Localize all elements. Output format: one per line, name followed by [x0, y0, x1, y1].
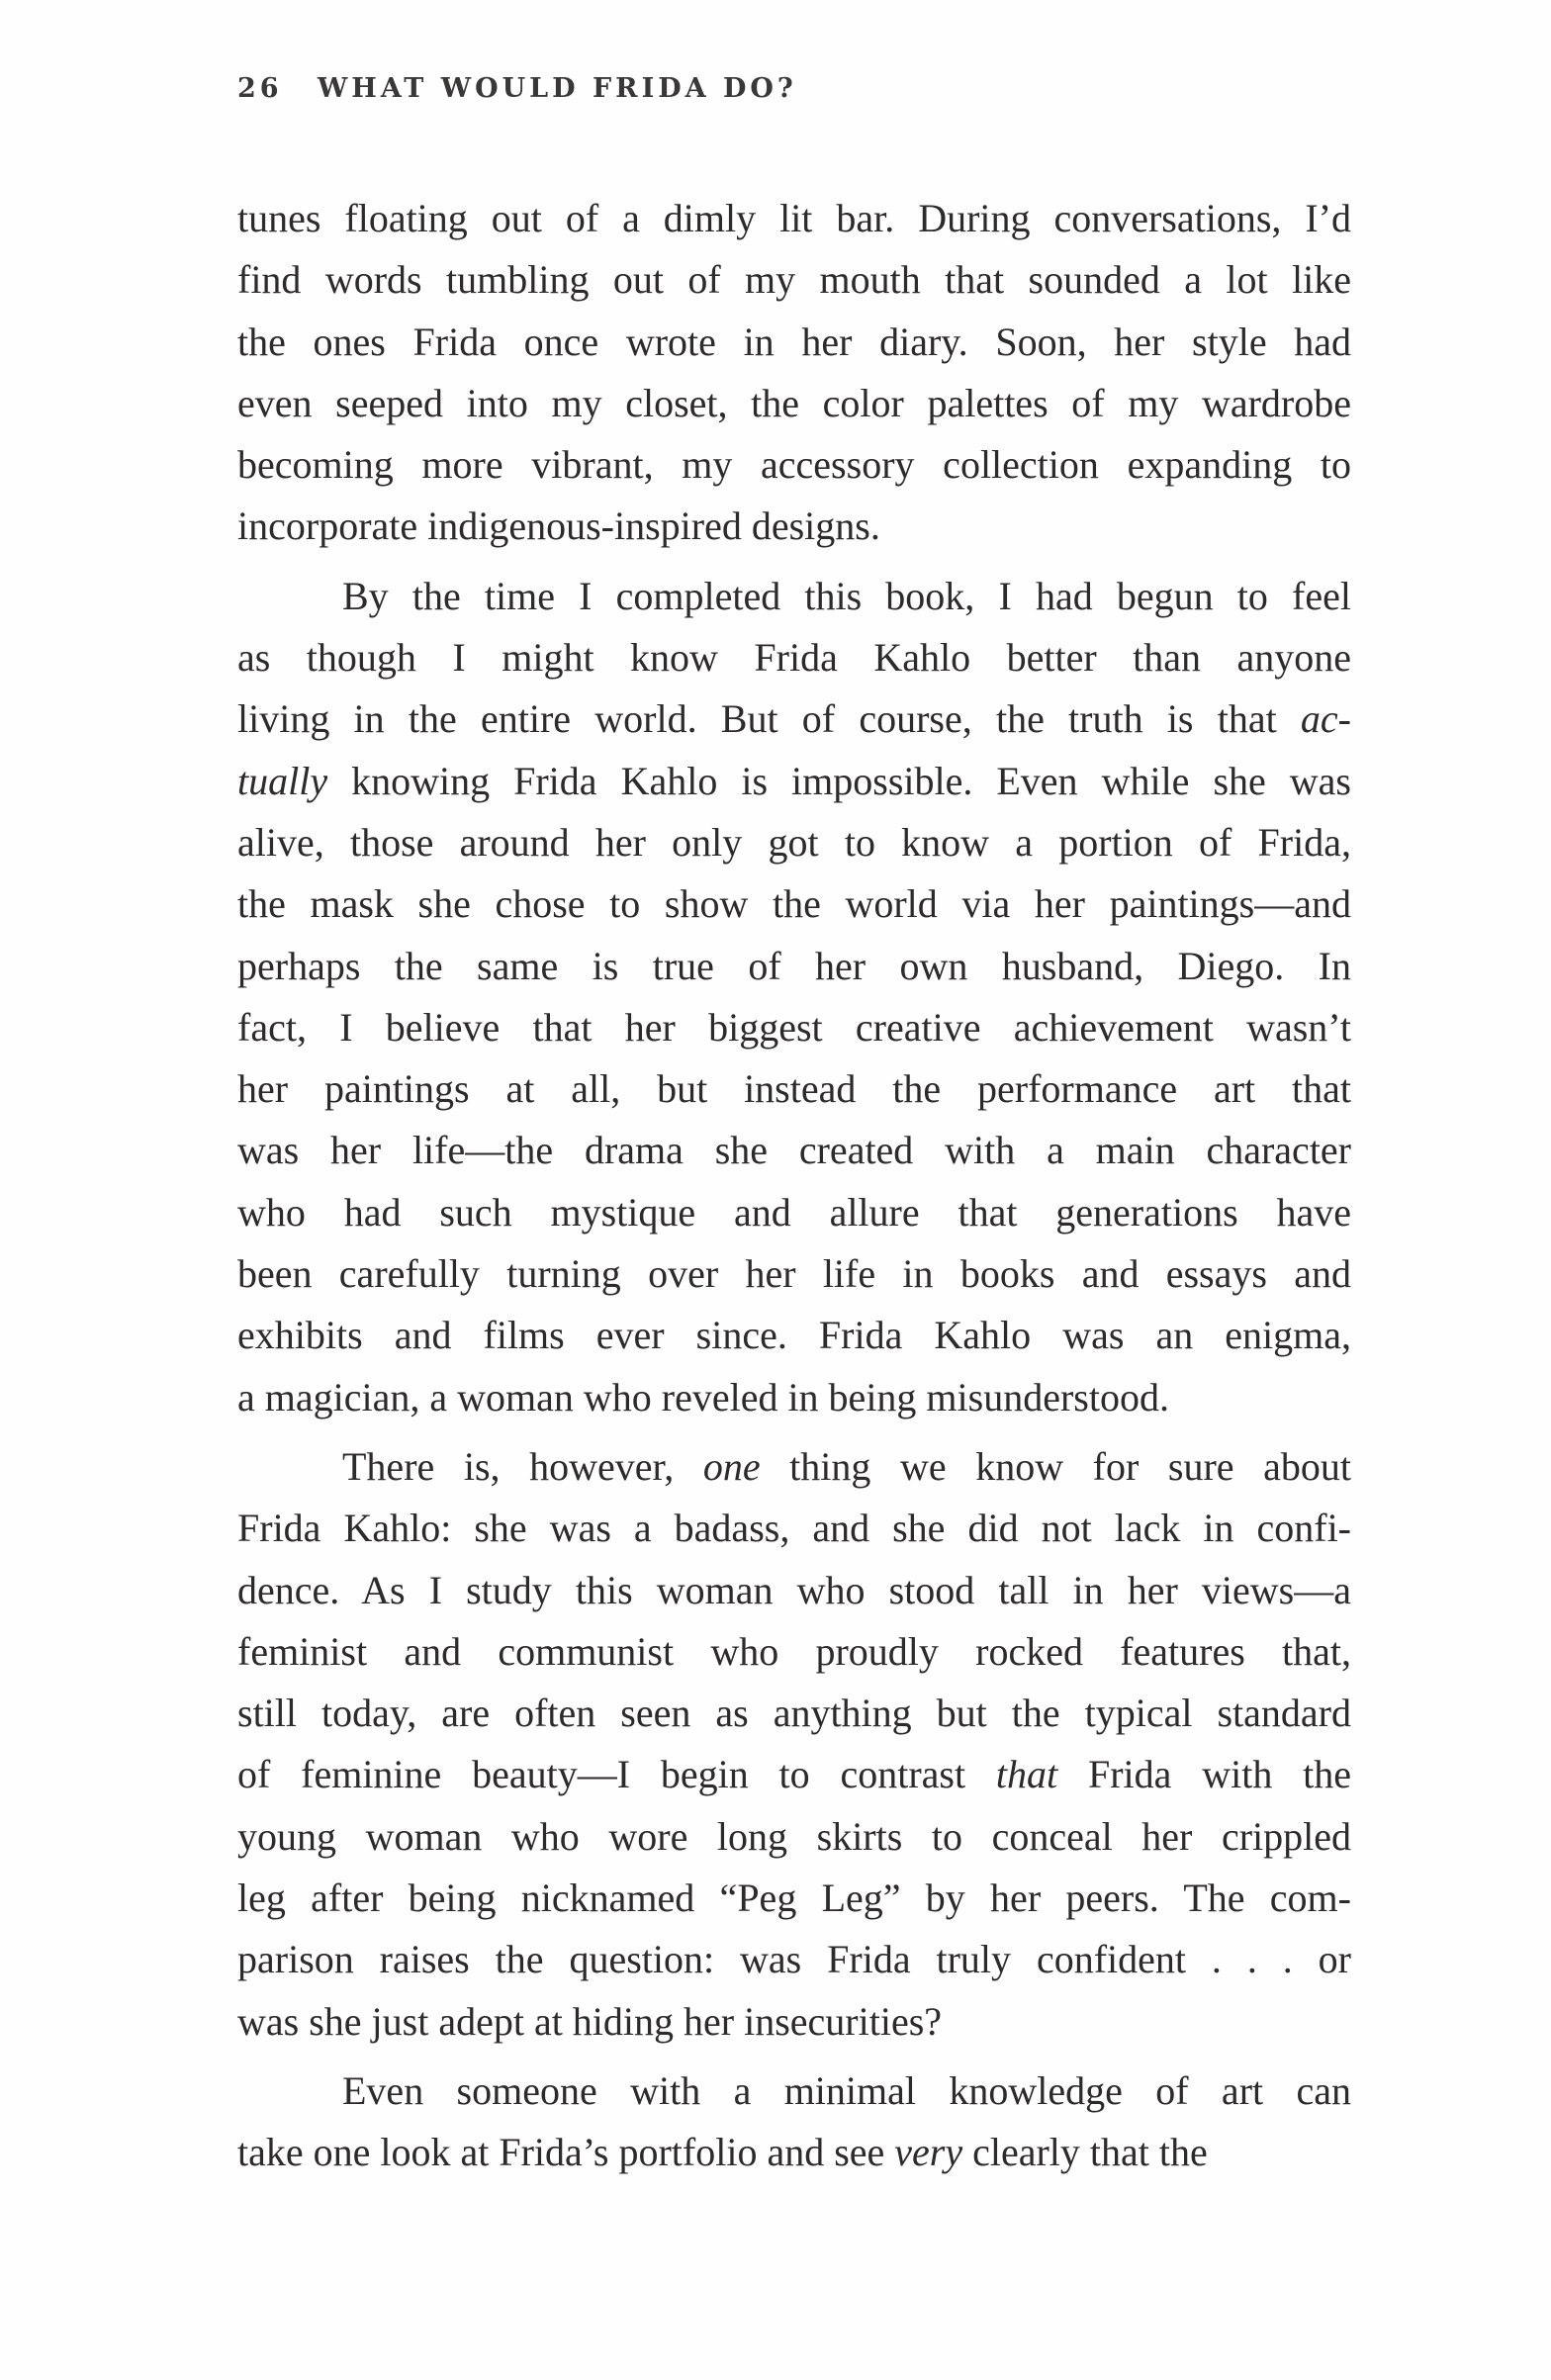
text-run: Frida with the	[1057, 1752, 1351, 1797]
text-line	[237, 2122, 1351, 2183]
text-line	[237, 751, 1351, 812]
text-line	[237, 312, 1351, 373]
text-line	[237, 1305, 1351, 1366]
text-run: Even someone with a minimal knowledge of art can	[342, 2067, 1351, 2113]
text-run: By the time I completed this book, I had begun to feel	[342, 573, 1351, 618]
text-run: thing we know for sure about	[760, 1443, 1351, 1489]
text-line	[237, 1744, 1351, 1805]
text-line	[237, 434, 1351, 496]
text-run: Frida Kahlo: she was a badass, and she did not lack in confi-	[237, 1506, 1351, 1551]
text-run: find words tumbling out of my mouth that sounded a lot like	[237, 257, 1351, 303]
paragraph	[237, 188, 1351, 558]
text-run: take one look at Frida’s portfolio and see	[237, 2130, 895, 2175]
italic-text: tually	[237, 758, 328, 803]
text-run: still today, are often seen as anything but the typical standard	[237, 1691, 1351, 1736]
text-run: of feminine beauty—I begin to contrast	[237, 1752, 996, 1797]
book-title: WHAT WOULD FRIDA DO?	[317, 73, 797, 104]
text-line	[237, 688, 1351, 750]
text-line	[237, 1560, 1351, 1621]
text-line	[237, 1929, 1351, 1990]
text-line	[237, 1182, 1351, 1243]
text-run: dence. As I study this woman who stood tall in her views—a	[237, 1567, 1351, 1612]
text-run: the ones Frida once wrote in her diary. Soon, her style had	[237, 319, 1351, 364]
paragraph	[237, 1436, 1351, 2053]
text-run: fact, I believe that her biggest creative achievement wasn’t	[237, 1004, 1351, 1050]
paragraph	[237, 2060, 1351, 2184]
text-line	[237, 936, 1351, 997]
text-line	[237, 1367, 1351, 1428]
text-line	[237, 373, 1351, 434]
page-number: 26	[237, 73, 283, 104]
text-line	[237, 1120, 1351, 1181]
text-line	[237, 188, 1351, 249]
text-line	[237, 1806, 1351, 1868]
paragraph	[237, 566, 1351, 1428]
text-line	[237, 997, 1351, 1058]
text-run: who had such mystique and allure that generations have	[237, 1189, 1351, 1235]
text-run: parison raises the question: was Frida truly confident . . . or	[237, 1937, 1351, 1982]
text-run: was her life—the drama she created with a main character	[237, 1128, 1351, 1173]
text-run: There is, however,	[342, 1443, 703, 1489]
italic-text: that	[995, 1752, 1058, 1797]
text-run: living in the entire world. But of course, the truth is that	[237, 696, 1301, 742]
text-run: been carefully turning over her life in books and essays and	[237, 1251, 1351, 1297]
text-run: even seeped into my closet, the color palettes of my wardrobe	[237, 380, 1351, 425]
text-line	[237, 2060, 1351, 2122]
text-run: feminist and communist who proudly rocked features that,	[237, 1628, 1351, 1674]
text-run: a magician, a woman who reveled in being misunderstood.	[237, 1374, 1169, 1419]
text-run: as though I might know Frida Kahlo better than anyone	[237, 635, 1351, 681]
text-line	[237, 1683, 1351, 1744]
text-line	[237, 1436, 1351, 1498]
text-line	[237, 1621, 1351, 1683]
text-run: tunes floating out of a dimly lit bar. During conversations, I’d	[237, 196, 1351, 240]
text-line	[237, 1498, 1351, 1559]
text-line	[237, 873, 1351, 935]
italic-text: ac-	[1300, 696, 1351, 742]
text-line	[237, 1991, 1351, 2053]
text-line	[237, 249, 1351, 311]
text-line	[237, 566, 1351, 627]
text-line	[237, 1868, 1351, 1929]
text-run: clearly that the	[962, 2130, 1208, 2175]
text-run: perhaps the same is true of her own husband, Diego. In	[237, 943, 1351, 988]
text-run: alive, those around her only got to know a portion of Frida,	[237, 819, 1351, 865]
text-line	[237, 1243, 1351, 1305]
italic-text: one	[702, 1443, 761, 1489]
text-line	[237, 1058, 1351, 1120]
text-run: exhibits and films ever since. Frida Kahlo was an enigma,	[237, 1313, 1351, 1358]
text-run: the mask she chose to show the world via her paintings—and	[237, 881, 1351, 927]
text-run: incorporate indigenous-inspired designs.	[237, 503, 880, 549]
italic-text: very	[894, 2130, 963, 2175]
text-line	[237, 812, 1351, 873]
text-run: young woman who wore long skirts to conceal her crippled	[237, 1813, 1351, 1859]
text-run: becoming more vibrant, my accessory collection expanding to	[237, 442, 1351, 488]
text-run: knowing Frida Kahlo is impossible. Even while she was	[327, 758, 1351, 803]
text-run: was she just adept at hiding her insecurities?	[237, 1998, 943, 2044]
body-text	[237, 188, 1351, 2184]
text-run: her paintings at all, but instead the performance art that	[237, 1066, 1351, 1112]
text-run: leg after being nicknamed “Peg Leg” by her peers. The com-	[237, 1876, 1351, 1921]
text-line	[237, 627, 1351, 688]
running-head	[237, 73, 797, 104]
text-line	[237, 496, 1351, 557]
